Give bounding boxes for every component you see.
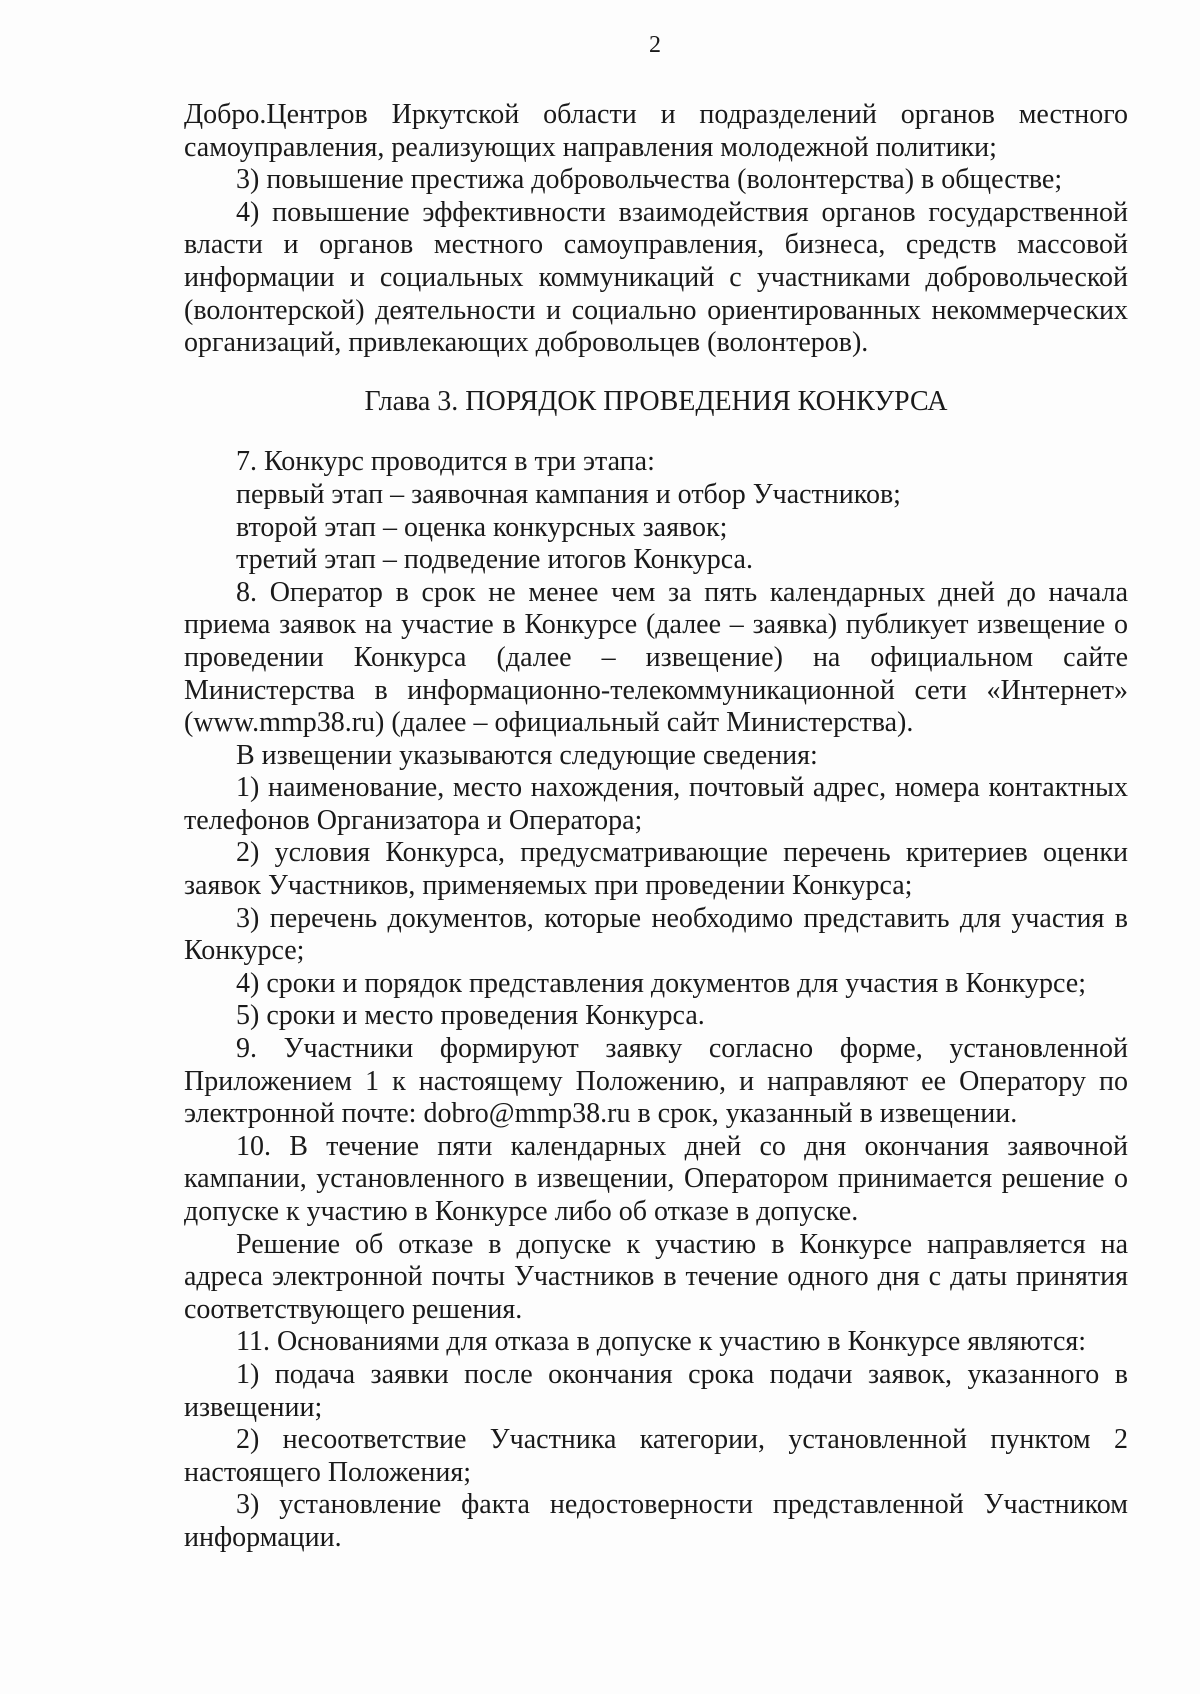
paragraph: 2) условия Конкурса, предусматривающие перечень критериев оценки заявок Участников, применяемых при проведении Конкурса; [184, 837, 1128, 902]
paragraph: 4) повышение эффективности взаимодействия органов государственной власти и органов местного самоуправления, бизнеса, средств массовой информации и социальных коммуникаций с участниками добровольческой (волонтерской) деятельности и социально ориентированных некоммерческих организаций, привлекающих добровольцев (волонтеров). [184, 196, 1128, 359]
paragraph: 1) наименование, место нахождения, почтовый адрес, номера контактных телефонов Организатора и Оператора; [184, 772, 1128, 836]
paragraph: 2) несоответствие Участника категории, установленной пунктом 2 настоящего Положения; [184, 1424, 1128, 1488]
paragraph: 3) установление факта недостоверности представленной Участником информации. [184, 1489, 1128, 1553]
paragraph: 5) сроки и место проведения Конкурса. [236, 1000, 705, 1032]
paragraph: 9. Участники формируют заявку согласно форме, установленной Приложением 1 к настоящему Положению, и направляют ее Оператору по электронной почте: dobro@mmp38.ru в срок, указанный в извещении. [184, 1033, 1128, 1130]
paragraph: третий этап – подведение итогов Конкурса. [236, 544, 753, 576]
paragraph: 4) сроки и порядок представления документов для участия в Конкурсе; [236, 967, 1086, 999]
page-number: 2 [649, 32, 661, 58]
paragraph: второй этап – оценка конкурсных заявок; [236, 511, 728, 543]
chapter-heading: Глава 3. ПОРЯДОК ПРОВЕДЕНИЯ КОНКУРСА [364, 385, 948, 417]
paragraph: 3) перечень документов, которые необходимо представить для участия в Конкурсе; [184, 902, 1128, 967]
paragraph: 1) подача заявки после окончания срока подачи заявок, указанного в извещении; [184, 1358, 1128, 1423]
paragraph: Решение об отказе в допуске к участию в Конкурсе направляется на адреса электронной почты Участников в течение одного дня с даты принятия соответствующего решения. [184, 1228, 1128, 1325]
document-body [184, 99, 1128, 1555]
paragraph: В извещении указываются следующие сведения: [236, 739, 818, 771]
paragraph: первый этап – заявочная кампания и отбор Участников; [236, 478, 901, 510]
paragraph: 8. Оператор в срок не менее чем за пять календарных дней до начала приема заявок на участие в Конкурсе (далее – заявка) публикует извещение о проведении Конкурса (далее – извещение) на официальном сайте Министерства в информационно-телекоммуникационной сети «Интернет» (www.mmp38.ru) (далее – официальный сайт Министерства). [184, 576, 1128, 739]
paragraph: Добро.Центров Иркутской области и подразделений органов местного самоуправления, реализующих направления молодежной политики; [184, 99, 1128, 163]
paragraph: 10. В течение пяти календарных дней со дня окончания заявочной кампании, установленного в извещении, Оператором принимается решение о допуске к участию в Конкурсе либо об отказе в допуске. [184, 1130, 1128, 1227]
paragraph: 7. Конкурс проводится в три этапа: [236, 446, 655, 478]
paragraph: 3) повышение престижа добровольчества (волонтерства) в обществе; [236, 164, 1063, 196]
paragraph: 11. Основаниями для отказа в допуске к участию в Конкурсе являются: [236, 1326, 1087, 1358]
